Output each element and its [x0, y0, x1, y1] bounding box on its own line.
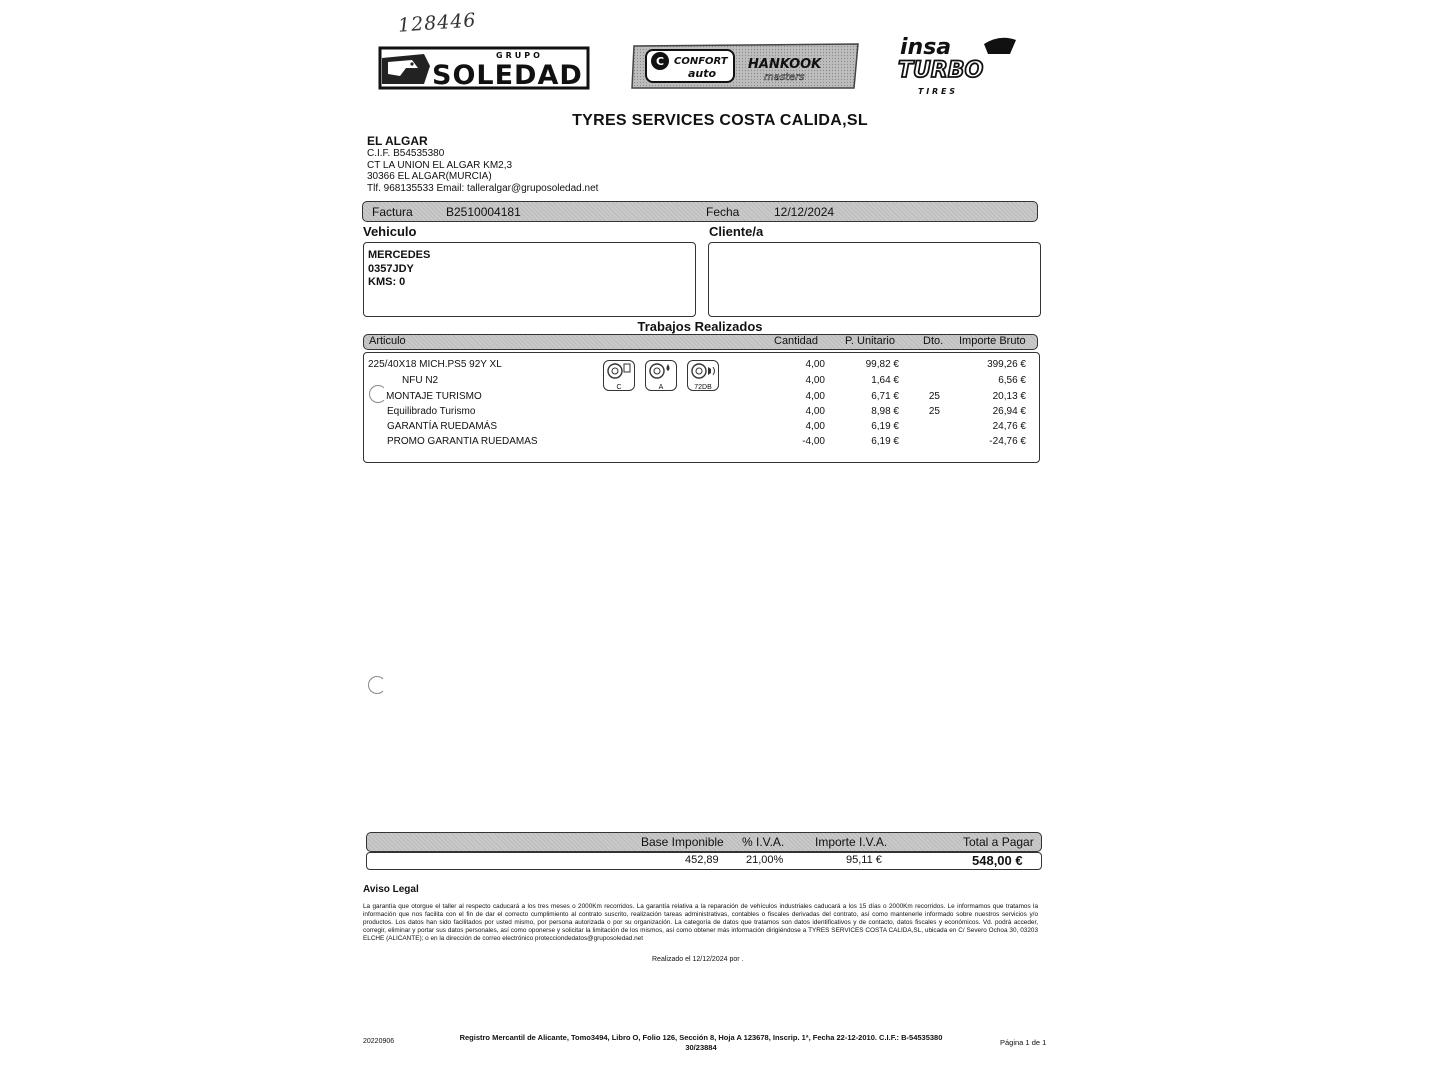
- insa-turbo-logo: [896, 34, 1020, 98]
- punch-hole: [368, 676, 386, 694]
- table-row: [368, 375, 1038, 389]
- grupo-soledad-logo: [378, 44, 590, 90]
- totals-header-bar: [366, 832, 1042, 852]
- branch-street: CT LA UNION EL ALGAR KM2,3: [367, 159, 513, 171]
- works-title: Trabajos Realizados: [637, 319, 763, 334]
- vehicle-plate: 0357JDY: [368, 262, 414, 275]
- factura-label: Factura: [372, 205, 413, 219]
- item-unit: 6,19 €: [871, 436, 899, 447]
- turbo-text: TURBO: [898, 58, 984, 83]
- item-unit: 6,19 €: [871, 421, 899, 432]
- col-articulo: Articulo: [369, 335, 406, 347]
- item-desc: PROMO GARANTIA RUEDAMAS: [387, 436, 538, 447]
- col-dto: Dto.: [923, 335, 944, 347]
- fecha-label: Fecha: [706, 205, 740, 219]
- item-qty: 4,00: [805, 421, 825, 432]
- branch-cif: C.I.F. B54535380: [367, 148, 445, 159]
- masters-text: masters: [764, 72, 805, 83]
- tires-text: T I R E S: [918, 87, 955, 96]
- item-total: 399,26 €: [987, 359, 1026, 370]
- item-unit: 99,82 €: [865, 359, 899, 370]
- confort-text: CONFORT: [674, 56, 728, 67]
- page-number: Página 1 de 1: [1000, 1038, 1047, 1047]
- item-total: -24,76 €: [989, 436, 1026, 447]
- registro-line1: Registro Mercantil de Alicante, Tomo3494, Libro O, Folio 126, Sección 8, Hoja A 123678, Inscrip. 1ª, Fecha 22-12-2010. C.I.F.: B-54535380: [459, 1033, 943, 1042]
- branch-address: [367, 134, 598, 194]
- footer-code: 20220906: [363, 1038, 395, 1045]
- item-unit: 8,98 €: [871, 406, 899, 417]
- item-total: 24,76 €: [992, 421, 1026, 432]
- item-total: 26,94 €: [992, 406, 1026, 417]
- company-name: TYRES SERVICES COSTA CALIDA,SL: [572, 112, 868, 129]
- table-row: [368, 391, 1038, 405]
- table-row: [368, 406, 1038, 420]
- item-qty: 4,00: [805, 391, 825, 402]
- item-qty: 4,00: [805, 375, 825, 386]
- branch-city: 30366 EL ALGAR(MURCIA): [367, 171, 492, 182]
- item-desc: GARANTÍA RUEDAMÁS: [387, 421, 498, 432]
- wet-grip-class: A: [658, 384, 664, 391]
- item-dto: 25: [928, 406, 940, 417]
- item-desc: NFU N2: [402, 375, 439, 386]
- vehicle-box: [363, 242, 696, 317]
- iva-label: Importe I.V.A.: [815, 835, 888, 849]
- table-row: [368, 421, 1038, 435]
- vehicle-title: Vehiculo: [363, 224, 417, 239]
- iva-pct-value: 21,00%: [746, 854, 784, 866]
- item-qty: 4,00: [805, 406, 825, 417]
- fuel-class: C: [616, 384, 622, 391]
- iva-pct-label: % I.V.A.: [742, 835, 785, 849]
- totals-values: [366, 852, 1042, 870]
- svg-text:C: C: [656, 55, 665, 68]
- branch-name: EL ALGAR: [367, 134, 428, 148]
- total-value: 548,00 €: [972, 853, 1023, 868]
- footer-registro: [420, 1033, 982, 1053]
- col-importe: Importe Bruto: [959, 335, 1026, 347]
- base-label: Base Imponible: [641, 835, 724, 849]
- handwritten-note: 128446: [397, 9, 478, 37]
- table-row: [368, 436, 1038, 450]
- legal-text: La garantía que otorgue el taller al respecto caducará a los tres meses o 2000Km recorridos. La garantía relativa a la reparación de vehículos industriales caducará a los 15 días o 2000Km recorridos. Le informamos que tratamos la información que nos facilita con el fin de dar el correcto cumplimiento al contrato suscrito, realización tareas administrativas, contables o fiscales derivadas del contrato, así como mantenerle informado sobre nuestros servicios y/o productos. Los datos han sido facilitados por usted mismo, por persona autorizada o por su organización. La categoría de datos que tratamos son datos identificativos y de contacto, datos fiscales y económicos. Vd. podrá acceder, corregir, eliminar y portar sus datos personales, así como oponerse y solicitar la limitación de los mismos, así como obtener más información dirigiéndose a TYRES SERVICES COSTA CALIDA,SL, ubicada en C/ Severo Ochoa 30, 03203 ELCHE (ALICANTE); o en la dirección de correo electrónico protecciondedatos@gruposoledad.net: [363, 903, 1038, 943]
- iva-value: 95,11 €: [846, 854, 882, 866]
- item-qty: 4,00: [805, 359, 825, 370]
- item-desc: MONTAJE TURISMO: [386, 391, 482, 402]
- item-total: 20,13 €: [992, 391, 1026, 402]
- total-label: Total a Pagar: [963, 835, 1034, 849]
- vehicle-kms: KMS: 0: [368, 276, 406, 288]
- item-desc: Equilibrado Turismo: [387, 406, 476, 417]
- vehicle-make: MERCEDES: [368, 249, 431, 261]
- item-desc: 225/40X18 MICH.PS5 92Y XL: [368, 359, 502, 370]
- col-unitario: P. Unitario: [845, 335, 895, 347]
- item-qty: -4,00: [802, 436, 825, 447]
- base-value: 452,89: [685, 854, 719, 866]
- registro-line2: 30/23884: [685, 1043, 717, 1052]
- realizado-text: Realizado el 12/12/2024 por .: [652, 956, 744, 963]
- soledad-logo-big: SOLEDAD: [432, 60, 583, 90]
- auto-text: auto: [688, 67, 717, 80]
- hankook-text: HANKOOK: [748, 57, 822, 72]
- noise-level: 72DB: [694, 384, 712, 391]
- client-box: [708, 242, 1041, 317]
- invoice-header-bar: [362, 201, 1038, 222]
- table-row: [368, 359, 1038, 373]
- item-unit: 6,71 €: [871, 391, 899, 402]
- item-unit: 1,64 €: [871, 375, 899, 386]
- confort-hankook-logo: [630, 42, 860, 90]
- punch-hole: [369, 385, 387, 403]
- insa-text: insa: [900, 35, 952, 60]
- client-title: Cliente/a: [709, 224, 764, 239]
- invoice-date: 12/12/2024: [774, 205, 835, 219]
- item-total: 6,56 €: [998, 375, 1026, 386]
- branch-contact: Tlf. 968135533 Email: talleralgar@gruposoledad.net: [367, 182, 599, 194]
- invoice-number: B2510004181: [446, 205, 521, 219]
- legal-title: Aviso Legal: [363, 884, 419, 895]
- soledad-logo-small: GRUPO: [496, 51, 543, 60]
- items-header-bar: [363, 334, 1038, 350]
- item-dto: 25: [928, 391, 940, 402]
- col-cantidad: Cantidad: [774, 335, 819, 347]
